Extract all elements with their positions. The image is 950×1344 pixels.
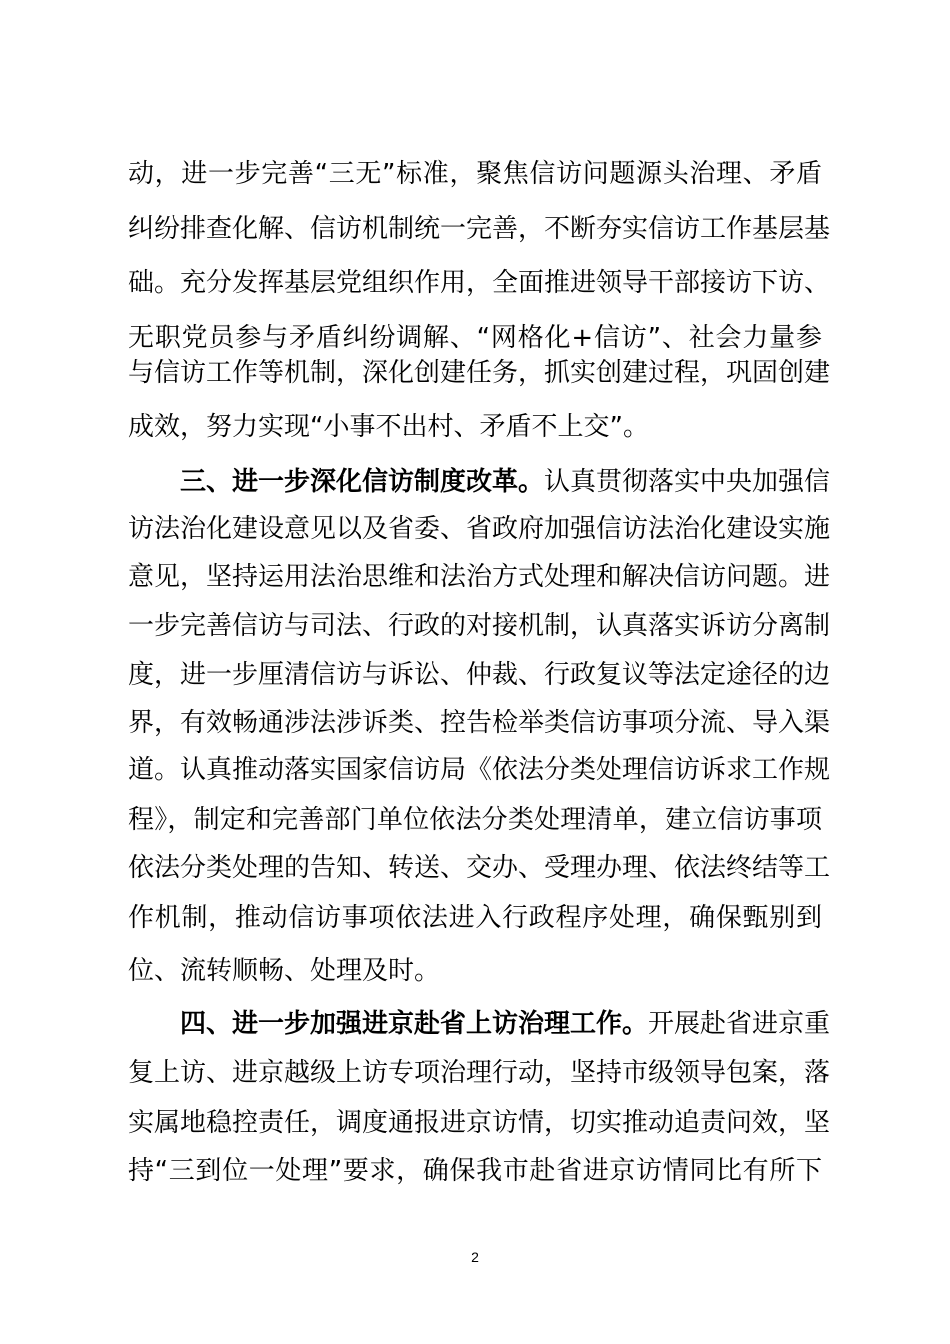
text-line-12: 界，有效畅通涉法涉诉类、控告检举类信访事项分流、导入渠 bbox=[128, 708, 831, 738]
section-4-text: 开展赴省进京重 bbox=[648, 1009, 831, 1039]
text-line-6: 成效，努力实现“小事不出村、矛盾不上交”。 bbox=[128, 412, 649, 442]
text-line-16: 作机制，推动信访事项依法进入行政程序处理，确保甄别到 bbox=[128, 903, 822, 933]
text-line-1: 动，进一步完善“三无”标准，聚焦信访问题源头治理、矛盾 bbox=[128, 159, 822, 189]
text-line-15: 依法分类处理的告知、转送、交办、受理办理、依法终结等工 bbox=[128, 853, 831, 883]
section-4-heading: 四、进一步加强进京赴省上访治理工作。 bbox=[180, 1009, 649, 1039]
text-line-20: 实属地稳控责任，调度通报进京访情，切实推动追责问效，坚 bbox=[128, 1108, 831, 1138]
text-line-14: 程》，制定和完善部门单位依法分类处理清单，建立信访事项 bbox=[128, 805, 822, 835]
text-line-21: 持“三到位一处理”要求，确保我市赴省进京访情同比有所下 bbox=[128, 1156, 822, 1186]
section-4-first-line bbox=[180, 1004, 831, 1044]
text-line-19: 复上访、进京越级上访专项治理行动，坚持市级领导包案，落 bbox=[128, 1058, 831, 1088]
section-3-first-line bbox=[180, 462, 831, 502]
section-3-text: 认真贯彻落实中央加强信 bbox=[544, 467, 831, 497]
text-line-10: 一步完善信访与司法、行政的对接机制，认真落实诉访分离制 bbox=[128, 611, 831, 641]
text-line-17: 位、流转顺畅、处理及时。 bbox=[128, 956, 441, 986]
text-line-9: 意见，坚持运用法治思维和法治方式处理和解决信访问题。进 bbox=[128, 562, 831, 592]
text-line-8: 访法治化建设意见以及省委、省政府加强信访法治化建设实施 bbox=[128, 514, 831, 544]
text-line-4: 无职党员参与矛盾纠纷调解、“网格化+信访”、社会力量参 bbox=[128, 323, 822, 353]
section-3-heading: 三、进一步深化信访制度改革。 bbox=[180, 467, 545, 497]
text-line-2: 纠纷排查化解、信访机制统一完善，不断夯实信访工作基层基 bbox=[128, 214, 831, 244]
text-line-13: 道。认真推动落实国家信访局《依法分类处理信访诉求工作规 bbox=[128, 755, 831, 785]
text-line-11: 度，进一步厘清信访与诉讼、仲裁、行政复议等法定途径的边 bbox=[128, 660, 831, 690]
page-number: 2 bbox=[471, 1249, 479, 1265]
text-line-5: 与信访工作等机制，深化创建任务，抓实创建过程，巩固创建 bbox=[128, 358, 831, 388]
text-line-3: 础。充分发挥基层党组织作用，全面推进领导干部接访下访、 bbox=[128, 268, 831, 298]
